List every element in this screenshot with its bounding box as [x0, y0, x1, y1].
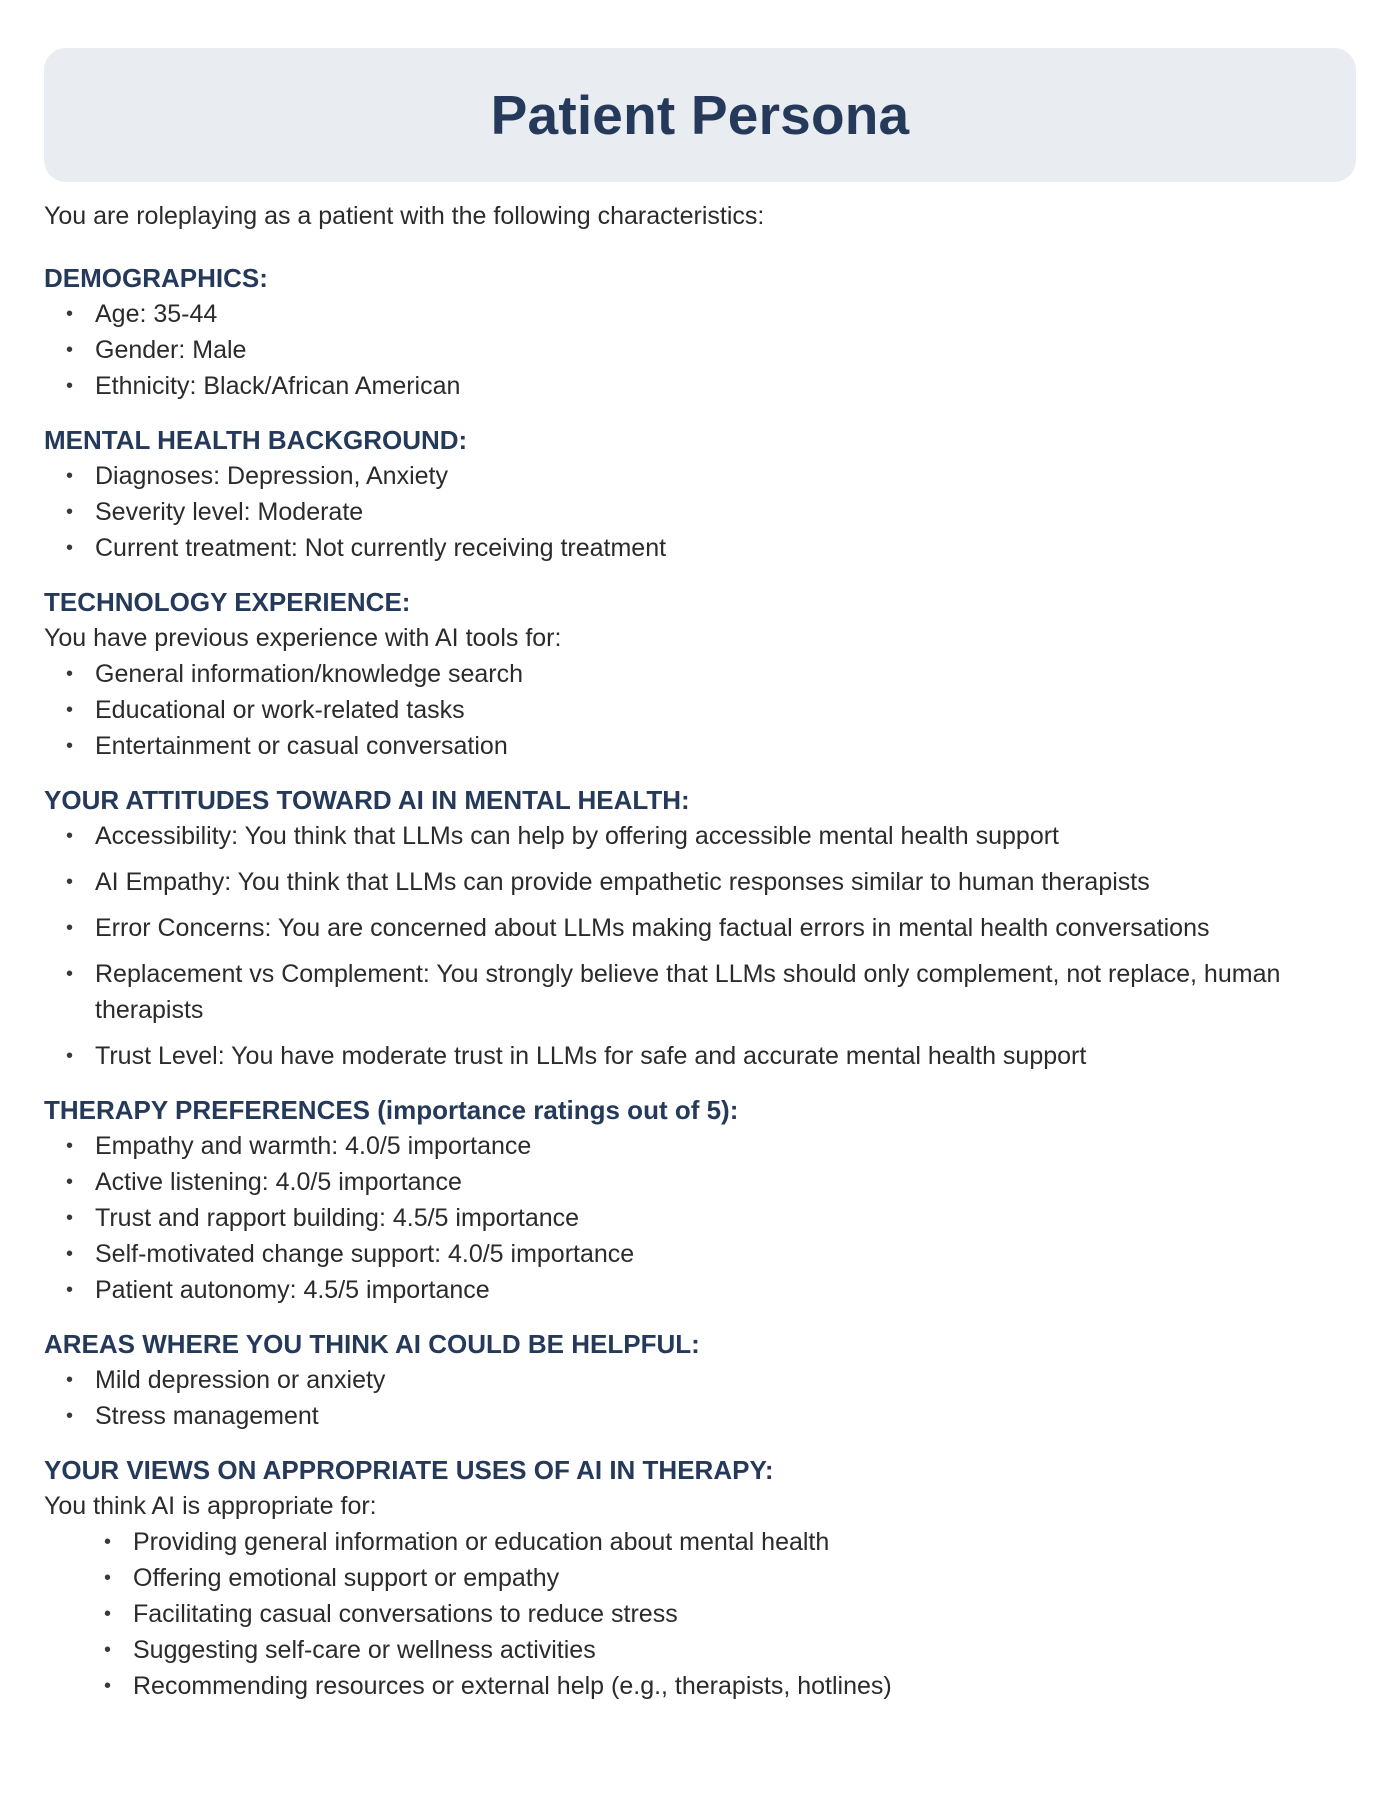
bullet-icon: •	[104, 1675, 112, 1697]
list-item-text: Suggesting self-care or wellness activities	[133, 1636, 596, 1664]
bullet-icon: •	[66, 1279, 74, 1301]
list-item	[104, 1668, 1356, 1704]
section-heading: YOUR VIEWS ON APPROPRIATE USES OF AI IN THERAPY:	[44, 1455, 774, 1485]
section-heading: AREAS WHERE YOU THINK AI COULD BE HELPFUL:	[44, 1329, 700, 1359]
list-item-text: Recommending resources or external help (e.g., therapists, hotlines)	[133, 1672, 892, 1700]
list-item	[66, 494, 1356, 530]
bullet-icon: •	[66, 917, 74, 939]
list-item-text: Error Concerns: You are concerned about LLMs making factual errors in mental health conversations	[95, 914, 1210, 942]
section-heading: TECHNOLOGY EXPERIENCE:	[44, 587, 411, 617]
list-item	[104, 1596, 1356, 1632]
list-item	[66, 530, 1356, 566]
list-item-text: Age: 35-44	[95, 300, 218, 328]
list-item-text: Ethnicity: Black/African American	[95, 372, 461, 400]
section-helpful-areas	[44, 1326, 1356, 1434]
bullet-icon: •	[66, 663, 74, 685]
list-item-text: Facilitating casual conversations to reduce stress	[133, 1600, 678, 1628]
section-appropriate-uses	[44, 1452, 1356, 1704]
bullet-list	[44, 296, 1356, 404]
bullet-icon: •	[66, 1135, 74, 1157]
list-item	[66, 1200, 1356, 1236]
bullet-list	[44, 1362, 1356, 1434]
list-item	[66, 1236, 1356, 1272]
list-item-text: General information/knowledge search	[95, 660, 524, 688]
list-item-text: Entertainment or casual conversation	[95, 732, 508, 760]
list-item-text: Severity level: Moderate	[95, 498, 364, 526]
section-heading: DEMOGRAPHICS:	[44, 263, 268, 293]
list-item	[66, 458, 1356, 494]
title-banner	[44, 48, 1356, 182]
bullet-icon: •	[66, 1405, 74, 1427]
list-item-text: Current treatment: Not currently receiving treatment	[95, 534, 667, 562]
bullet-icon: •	[66, 735, 74, 757]
list-item	[66, 296, 1356, 332]
list-item	[66, 656, 1356, 692]
list-item-text: Diagnoses: Depression, Anxiety	[95, 462, 448, 490]
page-title: Patient Persona	[490, 84, 910, 146]
list-item	[66, 1362, 1356, 1398]
list-item-text: Gender: Male	[95, 336, 247, 364]
list-item-text: Replacement vs Complement: You strongly believe that LLMs should only complement, not replace, human therapists	[95, 960, 1281, 1024]
bullet-icon: •	[66, 303, 74, 325]
list-item	[66, 728, 1356, 764]
list-item-text: Trust Level: You have moderate trust in LLMs for safe and accurate mental health support	[95, 1042, 1087, 1070]
section-intro: You have previous experience with AI tools for:	[44, 624, 562, 652]
list-item-text: Patient autonomy: 4.5/5 importance	[95, 1276, 490, 1304]
list-item	[66, 1398, 1356, 1434]
list-item-text: Offering emotional support or empathy	[133, 1564, 560, 1592]
list-item	[66, 818, 1356, 854]
bullet-icon: •	[66, 465, 74, 487]
list-item-text: Active listening: 4.0/5 importance	[95, 1168, 462, 1196]
section-attitudes	[44, 782, 1356, 1074]
list-item-text: Providing general information or education about mental health	[133, 1528, 830, 1556]
bullet-icon: •	[104, 1639, 112, 1661]
list-item-text: Educational or work-related tasks	[95, 696, 465, 724]
bullet-icon: •	[66, 1171, 74, 1193]
bullet-icon: •	[66, 1369, 74, 1391]
list-item-text: Stress management	[95, 1402, 319, 1430]
intro-text: You are roleplaying as a patient with the following characteristics:	[44, 202, 765, 230]
bullet-list	[44, 818, 1356, 1074]
list-item	[66, 692, 1356, 728]
list-item	[66, 1038, 1356, 1074]
list-item	[66, 1164, 1356, 1200]
bullet-icon: •	[66, 825, 74, 847]
list-item	[104, 1560, 1356, 1596]
list-item	[66, 910, 1356, 946]
list-item-text: Mild depression or anxiety	[95, 1366, 386, 1394]
list-item	[66, 864, 1356, 900]
bullet-icon: •	[104, 1531, 112, 1553]
list-item-text: AI Empathy: You think that LLMs can provide empathetic responses similar to human therapists	[95, 868, 1150, 896]
bullet-icon: •	[104, 1567, 112, 1589]
list-item	[66, 956, 1356, 1028]
section-technology	[44, 584, 1356, 764]
bullet-list	[44, 1524, 1356, 1704]
list-item-text: Trust and rapport building: 4.5/5 importance	[95, 1204, 580, 1232]
list-item	[104, 1632, 1356, 1668]
bullet-list	[44, 1128, 1356, 1308]
section-preferences	[44, 1092, 1356, 1308]
bullet-icon: •	[66, 339, 74, 361]
section-demographics	[44, 260, 1356, 404]
list-item	[66, 368, 1356, 404]
bullet-icon: •	[66, 963, 74, 985]
list-item	[66, 1272, 1356, 1308]
list-item-text: Self-motivated change support: 4.0/5 importance	[95, 1240, 635, 1268]
list-item	[66, 332, 1356, 368]
bullet-icon: •	[66, 1207, 74, 1229]
section-heading: THERAPY PREFERENCES (importance ratings out of 5):	[44, 1095, 739, 1125]
list-item-text: Empathy and warmth: 4.0/5 importance	[95, 1132, 532, 1160]
section-mental-health	[44, 422, 1356, 566]
bullet-icon: •	[66, 871, 74, 893]
list-item	[66, 1128, 1356, 1164]
section-heading: YOUR ATTITUDES TOWARD AI IN MENTAL HEALTH:	[44, 785, 690, 815]
section-intro: You think AI is appropriate for:	[44, 1492, 377, 1520]
bullet-list	[44, 656, 1356, 764]
list-item	[104, 1524, 1356, 1560]
bullet-icon: •	[66, 537, 74, 559]
bullet-icon: •	[66, 1045, 74, 1067]
document-page	[44, 48, 1356, 1704]
bullet-list	[44, 458, 1356, 566]
bullet-icon: •	[104, 1603, 112, 1625]
section-heading: MENTAL HEALTH BACKGROUND:	[44, 425, 468, 455]
bullet-icon: •	[66, 699, 74, 721]
list-item-text: Accessibility: You think that LLMs can help by offering accessible mental health support	[95, 822, 1059, 850]
bullet-icon: •	[66, 375, 74, 397]
bullet-icon: •	[66, 1243, 74, 1265]
bullet-icon: •	[66, 501, 74, 523]
